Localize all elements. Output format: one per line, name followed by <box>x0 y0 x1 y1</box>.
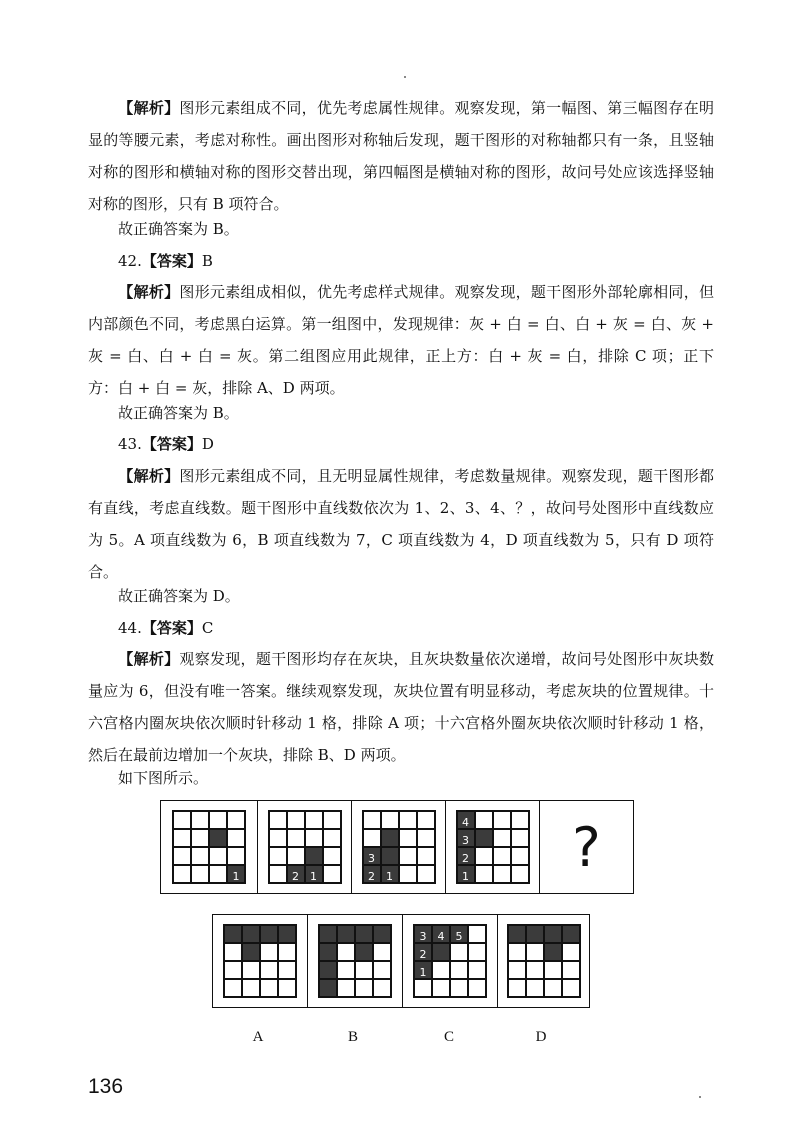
gray-cell <box>562 925 580 943</box>
options-figure-strip <box>212 914 590 1008</box>
gray-cell: 1 <box>414 961 432 979</box>
white-cell <box>493 865 511 883</box>
white-cell <box>432 979 450 997</box>
analysis-label: 【解析】 <box>118 99 180 117</box>
gray-cell: 2 <box>287 865 305 883</box>
gray-cell: 1 <box>305 865 323 883</box>
question-number: 43. <box>118 435 142 453</box>
white-cell <box>323 811 341 829</box>
white-cell <box>337 979 355 997</box>
white-cell <box>227 811 245 829</box>
question-mark-panel <box>540 801 633 893</box>
white-cell <box>562 943 580 961</box>
white-cell <box>544 979 562 997</box>
option-label-c: C <box>443 1029 454 1045</box>
white-cell <box>260 943 278 961</box>
white-cell <box>305 811 323 829</box>
white-cell <box>475 847 493 865</box>
question-panel-1 <box>161 801 258 893</box>
white-cell <box>287 811 305 829</box>
gray-cell: 2 <box>457 847 475 865</box>
white-cell <box>450 943 468 961</box>
white-cell <box>373 979 391 997</box>
question-panel-3 <box>352 801 446 893</box>
white-cell <box>173 811 191 829</box>
question-mark: ? <box>572 815 601 879</box>
grid <box>318 924 392 998</box>
gray-cell <box>381 847 399 865</box>
answer-label: 【答案】 <box>141 435 202 453</box>
analysis-43 <box>88 460 714 588</box>
gray-cell: 1 <box>227 865 245 883</box>
grid <box>362 810 436 884</box>
white-cell <box>209 811 227 829</box>
gray-cell <box>319 925 337 943</box>
white-cell <box>373 961 391 979</box>
white-cell <box>173 847 191 865</box>
white-cell <box>562 979 580 997</box>
option-panel-c <box>403 915 498 1007</box>
analysis-label: 【解析】 <box>118 283 180 301</box>
gray-cell: 4 <box>457 811 475 829</box>
answer-value: C <box>201 619 214 637</box>
white-cell <box>526 979 544 997</box>
gray-cell <box>319 961 337 979</box>
white-cell <box>417 811 435 829</box>
answer-label: 【答案】 <box>141 252 202 270</box>
gray-cell: 5 <box>450 925 468 943</box>
gray-cell <box>508 925 526 943</box>
question-number: 42. <box>118 252 142 270</box>
white-cell <box>224 961 242 979</box>
white-cell <box>173 865 191 883</box>
gray-cell <box>242 943 260 961</box>
white-cell <box>432 961 450 979</box>
gray-cell <box>319 979 337 997</box>
white-cell <box>191 811 209 829</box>
gray-cell: 2 <box>414 943 432 961</box>
question-number: 44. <box>118 619 142 637</box>
gray-cell: 1 <box>457 865 475 883</box>
gray-cell <box>355 943 373 961</box>
white-cell <box>305 829 323 847</box>
grid <box>413 924 487 998</box>
gray-cell <box>381 829 399 847</box>
white-cell <box>227 847 245 865</box>
white-cell <box>323 829 341 847</box>
white-cell <box>468 979 486 997</box>
answer-heading-44 <box>118 617 213 639</box>
white-cell <box>269 811 287 829</box>
gray-cell: 1 <box>381 865 399 883</box>
grid <box>223 924 297 998</box>
grid <box>507 924 581 998</box>
white-cell <box>337 961 355 979</box>
white-cell <box>227 829 245 847</box>
white-cell <box>323 865 341 883</box>
gray-cell <box>432 943 450 961</box>
white-cell <box>242 979 260 997</box>
white-cell <box>417 847 435 865</box>
scan-speck <box>699 1096 701 1098</box>
white-cell <box>269 865 287 883</box>
gray-cell <box>209 829 227 847</box>
option-label-d: D <box>535 1029 547 1045</box>
gray-cell <box>544 925 562 943</box>
page-number: 136 <box>88 1075 124 1098</box>
white-cell <box>493 829 511 847</box>
gray-cell <box>305 847 323 865</box>
gray-cell <box>373 925 391 943</box>
white-cell <box>363 829 381 847</box>
option-panel-b <box>308 915 403 1007</box>
white-cell <box>511 829 529 847</box>
answer-conclusion-42: 故正确答案为 B。 <box>118 404 239 422</box>
white-cell <box>269 847 287 865</box>
question-panel-4 <box>446 801 540 893</box>
white-cell <box>493 811 511 829</box>
option-label-a: A <box>252 1029 264 1045</box>
gray-cell <box>278 925 296 943</box>
grid <box>172 810 246 884</box>
white-cell <box>562 961 580 979</box>
white-cell <box>475 865 493 883</box>
white-cell <box>242 961 260 979</box>
gray-cell: 2 <box>363 865 381 883</box>
gray-cell <box>355 925 373 943</box>
answer-label: 【答案】 <box>141 619 202 637</box>
white-cell <box>450 961 468 979</box>
white-cell <box>363 811 381 829</box>
white-cell <box>508 979 526 997</box>
white-cell <box>209 865 227 883</box>
option-panel-a <box>213 915 308 1007</box>
gray-cell <box>260 925 278 943</box>
answer-conclusion-41: 故正确答案为 B。 <box>118 220 239 238</box>
grid <box>268 810 342 884</box>
white-cell <box>399 829 417 847</box>
option-panel-d <box>498 915 589 1007</box>
answer-heading-43 <box>118 433 214 455</box>
figure-intro: 如下图所示。 <box>118 769 209 787</box>
white-cell <box>278 979 296 997</box>
white-cell <box>355 961 373 979</box>
white-cell <box>224 943 242 961</box>
white-cell <box>269 829 287 847</box>
option-label-b: B <box>347 1029 358 1045</box>
white-cell <box>526 961 544 979</box>
white-cell <box>355 979 373 997</box>
white-cell <box>468 961 486 979</box>
gray-cell: 3 <box>457 829 475 847</box>
gray-cell: 4 <box>432 925 450 943</box>
gray-cell <box>224 925 242 943</box>
white-cell <box>417 865 435 883</box>
white-cell <box>260 979 278 997</box>
white-cell <box>414 979 432 997</box>
analysis-text: 观察发现，题干图形均存在灰块，且灰块数量依次递增，故问号处图形中灰块数量应为 6，但没有唯一答案。继续观察发现，灰块位置有明显移动，考虑灰块的位置规律。十六宫格内圈灰块依次顺时针移动 1 格，排除 A 项；十六宫格外圈灰块依次顺时针移动 1 格，然后在最前边增加一个灰块，排除 B、D 两项。 <box>88 650 714 764</box>
white-cell <box>373 943 391 961</box>
white-cell <box>381 811 399 829</box>
white-cell <box>399 847 417 865</box>
white-cell <box>468 943 486 961</box>
analysis-44 <box>88 643 714 771</box>
analysis-label: 【解析】 <box>118 467 180 485</box>
gray-cell <box>526 925 544 943</box>
gray-cell: 3 <box>363 847 381 865</box>
gray-cell: 3 <box>414 925 432 943</box>
white-cell <box>191 865 209 883</box>
white-cell <box>323 847 341 865</box>
white-cell <box>475 811 493 829</box>
analysis-41 <box>88 92 714 220</box>
white-cell <box>508 943 526 961</box>
white-cell <box>544 961 562 979</box>
analysis-label: 【解析】 <box>118 650 180 668</box>
white-cell <box>209 847 227 865</box>
white-cell <box>224 979 242 997</box>
white-cell <box>450 979 468 997</box>
gray-cell <box>242 925 260 943</box>
white-cell <box>511 811 529 829</box>
white-cell <box>173 829 191 847</box>
white-cell <box>511 847 529 865</box>
grid <box>456 810 530 884</box>
analysis-text: 图形元素组成相似，优先考虑样式规律。观察发现，题干图形外部轮廓相同，但内部颜色不同，考虑黑白运算。第一组图中，发现规律：灰 + 白 = 白、白 + 灰 = 白、灰 + 灰 = 白、白 + 白 = 灰。第二组图应用此规律，正上方：白 + 灰 = 白，排除 C 项；正下方：白 + 白 = 灰，排除 A、D 两项。 <box>88 283 714 397</box>
gray-cell <box>544 943 562 961</box>
gray-cell <box>319 943 337 961</box>
white-cell <box>191 847 209 865</box>
gray-cell <box>337 925 355 943</box>
gray-cell <box>475 829 493 847</box>
white-cell <box>399 811 417 829</box>
white-cell <box>278 943 296 961</box>
answer-value: D <box>201 435 214 453</box>
scan-speck <box>404 76 406 78</box>
analysis-text: 图形元素组成不同，且无明显属性规律，考虑数量规律。观察发现，题干图形都有直线，考虑直线数。题干图形中直线数依次为 1、2、3、4、？，故问号处图形中直线数应为 5。A 项直线数为 6，B 项直线数为 7，C 项直线数为 4，D 项直线数为 5，只有 D 项符合。 <box>88 467 714 581</box>
white-cell <box>399 865 417 883</box>
answer-value: B <box>201 252 213 270</box>
white-cell <box>468 925 486 943</box>
white-cell <box>278 961 296 979</box>
white-cell <box>260 961 278 979</box>
white-cell <box>511 865 529 883</box>
analysis-42 <box>88 276 714 404</box>
white-cell <box>191 829 209 847</box>
question-panel-2 <box>258 801 352 893</box>
white-cell <box>337 943 355 961</box>
analysis-text: 图形元素组成不同，优先考虑属性规律。观察发现，第一幅图、第三幅图存在明显的等腰元素，考虑对称性。画出图形对称轴后发现，题干图形的对称轴都只有一条，且竖轴对称的图形和横轴对称的图形交替出现，第四幅图是横轴对称的图形，故问号处应该选择竖轴对称的图形，只有 B 项符合。 <box>88 99 714 213</box>
white-cell <box>526 943 544 961</box>
white-cell <box>493 847 511 865</box>
answer-heading-42 <box>118 250 213 272</box>
white-cell <box>287 829 305 847</box>
white-cell <box>508 961 526 979</box>
white-cell <box>287 847 305 865</box>
answer-conclusion-43: 故正确答案为 D。 <box>118 587 240 605</box>
white-cell <box>417 829 435 847</box>
question-figure-strip <box>160 800 634 894</box>
